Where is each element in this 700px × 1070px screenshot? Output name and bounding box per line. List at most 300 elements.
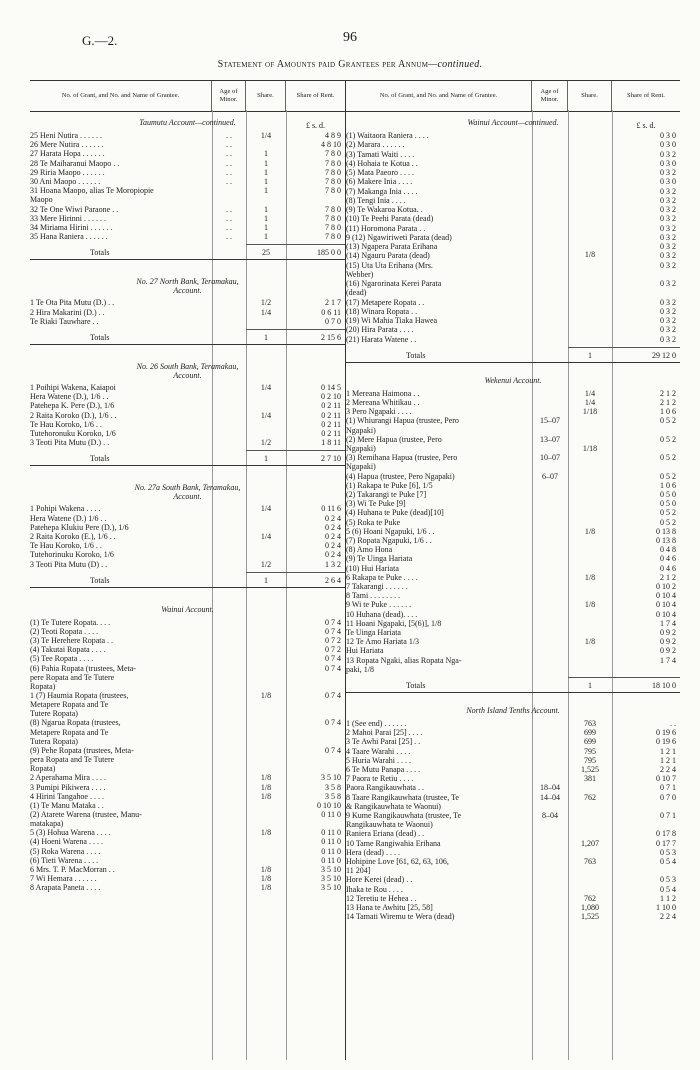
rent-value: 0 3 2 — [660, 168, 676, 177]
header-share: Share. — [246, 81, 286, 111]
grantee-name: Tutere Ropata) — [30, 709, 78, 719]
left-header — [30, 80, 345, 112]
share-value: 1/4 — [260, 307, 272, 317]
rent-value: 4 8 9 — [325, 131, 341, 140]
table-row — [30, 773, 345, 782]
table-row — [346, 783, 680, 792]
share-value: 1/8 — [260, 791, 272, 801]
rent-value: 0 4 6 — [660, 563, 676, 573]
rent-value: 0 7 4 — [325, 617, 341, 627]
table-row — [346, 793, 680, 802]
rent-value: 0 5 4 — [660, 884, 676, 894]
lsd-label: £ s. d. — [305, 121, 326, 130]
grantee-name: 11 Hoani Ngapaki, [5(6)], 1/8 — [346, 618, 442, 628]
table-row — [346, 646, 680, 655]
grantee-name: 2 Hira Makarini (D.) . . — [30, 307, 105, 317]
table-row — [346, 205, 680, 214]
table-row — [30, 654, 345, 663]
grantee-name: 6 Te Mutu Panapa . . . . — [346, 764, 421, 774]
table-row — [30, 709, 345, 718]
rent-value: 0 5 2 — [660, 517, 676, 527]
rent-value: 0 7 4 — [325, 691, 341, 700]
grantee-name: 8 Arapata Paneta . . . . — [30, 883, 101, 893]
grantee-name: paki, 1/8 — [346, 664, 374, 674]
minor-age: . . — [226, 158, 232, 168]
rent-value: 0 3 2 — [660, 316, 676, 325]
table-row — [346, 131, 680, 140]
table-row — [346, 894, 680, 903]
table-row — [346, 472, 680, 481]
grantee-name: 29 Riria Maopo . . . . . . — [30, 167, 105, 177]
grantee-name: Ropata) — [30, 681, 56, 691]
table-row — [346, 426, 680, 435]
statement-title — [0, 59, 700, 70]
rent-value: 0 3 2 — [660, 242, 676, 251]
grantee-name: Ihaka te Rou . . . . — [346, 884, 403, 894]
table-row — [30, 532, 345, 541]
totals-share: 1 — [264, 454, 268, 464]
section-heading: No. 27 North Bank, Teramakau, — [136, 277, 239, 287]
share-value: 699 — [584, 737, 596, 747]
section-heading: No. 26 South Bank, Teramakau, — [136, 362, 239, 371]
grantee-name: 27 Harata Hopa . . . . . . — [30, 149, 105, 159]
table-row — [346, 582, 680, 591]
page-number: 96 — [343, 30, 357, 45]
rent-value: 1 2 1 — [660, 746, 676, 756]
rent-value: 0 9 2 — [660, 627, 676, 637]
grantee-name: (4) Takutai Ropata . . . . — [30, 645, 106, 655]
rent-value: 7 8 0 — [325, 223, 341, 232]
grantee-name: 33 Mere Hirinni . . . . . . — [30, 213, 106, 223]
table-row — [30, 438, 345, 447]
table-row — [346, 407, 680, 416]
rent-value: 0 3 2 — [660, 232, 676, 242]
grantee-name: (14) Ngauru Parata (dead) — [346, 251, 430, 261]
share-value: 1/4 — [260, 532, 272, 541]
grantee-name: 1 Pohipi Wakena . . . . — [30, 504, 101, 514]
table-row — [346, 637, 680, 646]
minor-age: 18–04 — [540, 783, 560, 793]
grantee-name: Te Hau Koroko, 1/6 . . — [30, 419, 102, 429]
table-row — [346, 774, 680, 783]
rent-value: 0 2 4 — [325, 541, 341, 551]
rent-value: 0 2 11 — [321, 419, 341, 429]
lsd-label: £ s. d. — [636, 121, 656, 130]
rent-value: 0 9 2 — [660, 646, 676, 656]
table-row — [30, 627, 345, 636]
section-heading-sub: Account. — [173, 371, 202, 380]
minor-age: . . — [226, 177, 232, 186]
table-row — [346, 150, 680, 159]
grantee-name: (5) Tee Ropata . . . . — [30, 654, 94, 664]
totals-share: 1 — [264, 575, 268, 585]
grantee-name: 8 Tami . . . . . . . . — [346, 591, 401, 601]
table-row — [346, 159, 680, 168]
table-row — [30, 764, 345, 773]
rent-value: 0 6 11 — [321, 307, 341, 317]
grantee-name: & Rangikauwhata te Waonui) — [346, 801, 441, 811]
rent-value: 0 10 2 — [656, 581, 676, 591]
minor-age: . . — [226, 131, 232, 140]
share-value: 1/4 — [260, 504, 272, 514]
grantee-name: (7) Ropata Ngapuki, 1/6 . . — [346, 535, 432, 545]
grantee-name: (6) Tieti Warena . . . . — [30, 855, 99, 865]
table-row — [346, 857, 680, 866]
rent-value: 0 3 2 — [660, 149, 676, 159]
grantee-name: 5 (3) Hohua Warena . . . . — [30, 828, 111, 838]
totals-share: 1 — [588, 680, 592, 690]
table-row — [346, 518, 680, 527]
rent-value: 3 5 8 — [325, 782, 341, 792]
grantee-name: 3 Teoti Pita Mutu (D) . . — [30, 559, 108, 569]
grantee-name: (3) Wi Te Puke [9] — [346, 499, 406, 509]
rent-value: 4 8 10 — [321, 140, 341, 150]
grantee-name: 3 Teoti Pita Mutu (D.) . . — [30, 438, 110, 448]
minor-age: 14–04 — [540, 792, 560, 802]
rent-value: 0 14 5 — [321, 383, 341, 392]
grantee-name: (10) Te Peehi Parata (dead) — [346, 214, 434, 224]
section-heading-sub: Account. — [173, 492, 202, 502]
table-row — [346, 564, 680, 573]
rent-value: 0 11 6 — [321, 504, 341, 514]
rent-value: 0 2 4 — [325, 532, 341, 541]
rent-value: 0 11 0 — [321, 855, 341, 865]
rent-value: 7 8 0 — [325, 204, 341, 214]
share-value: 1/4 — [260, 131, 272, 140]
table-row — [30, 618, 345, 627]
grantee-name: 3 Pumipi Pikiwera . . . . — [30, 782, 106, 792]
minor-age: 8–04 — [542, 810, 558, 820]
rent-value: 0 2 11 — [321, 429, 341, 438]
share-value: 1/2 — [260, 559, 272, 569]
grantee-name: 28 Te Maiharanui Maopo . . — [30, 158, 120, 168]
table-row — [30, 718, 345, 727]
section-heading: No. 27a South Bank, Teramakau, — [134, 483, 241, 493]
share-value: 1/8 — [260, 883, 272, 893]
rent-value: 0 7 4 — [325, 718, 341, 728]
table-row — [30, 755, 345, 764]
grantee-name: 2 Raita Koroko (D.), 1/6 . . — [30, 410, 117, 420]
rent-value: 0 7 2 — [325, 645, 341, 655]
share-value: 795 — [584, 755, 596, 765]
table-row — [30, 847, 345, 856]
grantee-name: 5 Huria Warahi . . . . — [346, 755, 411, 765]
totals-row — [346, 351, 680, 360]
table-row — [30, 420, 345, 429]
grantee-name: Webber) — [346, 269, 374, 279]
grantee-name: 13 Hana te Awhitu [25, 58] — [346, 902, 433, 912]
grantee-name: (dead) — [346, 288, 367, 298]
rule — [246, 450, 345, 451]
grantee-name: (3) Te Herehere Ropata . . — [30, 636, 114, 646]
table-row — [30, 746, 345, 755]
rent-value: 7 8 0 — [325, 177, 341, 186]
section-heading: Wainui Account. — [161, 604, 214, 614]
rent-value: 0 5 3 — [660, 847, 676, 857]
totals-rent: 2 7 10 — [321, 454, 341, 464]
table-row — [30, 883, 345, 892]
grantee-name: 31 Hoana Maopo, alias Te Moropiopie — [30, 186, 154, 196]
grantee-name: 13 Ropata Ngaki, alias Ropata Nga- — [346, 655, 462, 665]
totals-row — [346, 681, 680, 690]
table-row — [346, 325, 680, 334]
rent-value: 0 5 2 — [660, 453, 676, 463]
rent-value: 3 5 10 — [321, 883, 341, 893]
grantee-name: 2 Mereana Whitikau . . — [346, 397, 420, 407]
grantee-name: 9 Wi te Puke . . . . . . — [346, 600, 412, 610]
rent-value: 0 10 4 — [656, 600, 676, 610]
table-row — [30, 195, 345, 204]
rule — [568, 347, 680, 348]
share-value: 1/4 — [584, 397, 596, 407]
share-value: 763 — [584, 718, 596, 728]
table-row — [30, 636, 345, 645]
grantee-name: (7) Makanga Inia . . . . — [346, 186, 418, 196]
totals-label: Totals — [406, 680, 426, 690]
grantee-name: 10 Tame Rangiwahia Erihana — [346, 838, 441, 848]
table-row — [346, 527, 680, 536]
table-row — [346, 829, 680, 838]
rent-value: 0 3 2 — [660, 223, 676, 233]
grantee-name: (1) Te Manu Mataka . . — [30, 800, 104, 810]
table-row — [346, 298, 680, 307]
table-row — [346, 508, 680, 517]
grantee-name: (1) Te Tutere Ropata. . . . — [30, 617, 111, 627]
table-row — [30, 205, 345, 214]
rent-value: 0 19 6 — [656, 728, 676, 738]
grantee-name: 5 (6) Hoani Ngapuki, 1/6 . . — [346, 526, 435, 536]
grantee-name: 1 Mereana Haimona . . — [346, 388, 420, 398]
table-row — [30, 810, 345, 819]
grantee-name: Te Uinga Hariata — [346, 627, 401, 637]
rule — [568, 677, 680, 678]
grantee-name: Maopo — [30, 195, 53, 205]
rent-value: 1 8 11 — [321, 438, 341, 448]
table-row — [346, 820, 680, 829]
grantee-name: 30 Ani Maopo . . . . . . — [30, 177, 101, 186]
share-value: 1/8 — [260, 864, 272, 874]
grantee-name: (5) Roka te Puke — [346, 517, 400, 527]
grantee-name: (4) Hohaia te Kotua . . — [346, 158, 418, 168]
table-row — [30, 514, 345, 523]
share-value: 1/18 — [582, 407, 598, 417]
rent-value: 0 7 4 — [325, 654, 341, 664]
share-value: 1,080 — [581, 902, 599, 912]
rent-value: 0 3 2 — [660, 251, 676, 261]
rent-value: 0 7 0 — [660, 792, 676, 802]
rent-value: 0 7 1 — [660, 783, 676, 793]
grantee-name: 26 Mere Nutira . . . . . . — [30, 140, 104, 150]
grantee-name: Metapere Ropata and Te — [30, 700, 109, 710]
header-age-r: Age of Minor. — [532, 81, 568, 111]
rent-value: 0 5 2 — [660, 416, 676, 426]
rule — [246, 572, 345, 573]
grantee-name: 1 (See end) . . . . . . — [346, 718, 407, 728]
rent-value: 0 11 0 — [321, 828, 341, 838]
rent-value: 1 3 2 — [325, 559, 341, 569]
rent-value: 0 3 0 — [660, 140, 676, 150]
rule — [30, 465, 345, 466]
share-value: 1/4 — [260, 383, 272, 392]
rent-value: 1 7 4 — [660, 655, 676, 665]
grantee-name: (9) Te Wakaroa Kotua. . — [346, 205, 423, 214]
grantee-name: (3) Remihana Hapua (trustee, Pero — [346, 453, 458, 463]
table-row — [30, 645, 345, 654]
table-row — [346, 233, 680, 242]
table-row — [30, 308, 345, 317]
rent-value: 3 5 10 — [321, 773, 341, 783]
table-row — [30, 504, 345, 513]
table-row — [30, 837, 345, 846]
grantee-name: 12 Te Amo Hariata 1/3 — [346, 637, 420, 647]
table-row — [30, 401, 345, 410]
table-row — [30, 700, 345, 709]
share-value: 1/8 — [260, 691, 272, 700]
share-value: 1 — [264, 177, 268, 186]
totals-row — [30, 248, 345, 257]
rent-value: 0 3 0 — [660, 131, 676, 140]
grantee-name: 2 Raita Koroko (E.), 1/6 . . — [30, 532, 116, 541]
grantee-name: (5) Roka Warena . . . . — [30, 846, 101, 856]
rent-value: 0 3 2 — [660, 306, 676, 316]
rent-value: 0 19 6 — [656, 737, 676, 747]
rent-value: 0 7 1 — [660, 810, 676, 820]
rent-value: 0 3 2 — [660, 334, 676, 344]
grantee-name: Hera Watene (D.), 1/6 . . — [30, 392, 109, 402]
header-grant: No. of Grant, and No. and Name of Grantee. — [30, 81, 212, 111]
left-column — [30, 110, 345, 1060]
share-value: 1 — [264, 223, 268, 232]
rent-value: 0 10 4 — [656, 609, 676, 619]
share-value: 381 — [584, 774, 596, 784]
table-row — [30, 865, 345, 874]
grantee-name: Rangikauwhata te Waonui) — [346, 820, 433, 830]
totals-share: 1 — [588, 350, 592, 360]
grantee-name: (4) Hoeni Warena . . . . — [30, 837, 103, 847]
share-value: 1 — [264, 149, 268, 159]
grantee-name: (8) Tengi Inia . . . . — [346, 195, 406, 205]
grantee-name: (17) Metapere Ropata . . — [346, 297, 425, 307]
rent-value: 0 10 7 — [656, 774, 676, 784]
rent-value: 3 5 8 — [325, 791, 341, 801]
table-row — [346, 462, 680, 471]
table-row — [346, 214, 680, 223]
minor-age: . . — [226, 213, 232, 223]
grantee-name: (9) Pehe Ropata (trustees, Meta- — [30, 745, 134, 755]
rent-value: 0 3 0 — [660, 158, 676, 168]
share-value: 1 — [264, 232, 268, 242]
share-value: 762 — [584, 893, 596, 903]
table-row — [30, 429, 345, 438]
grantee-name: 4 Taare Warahi . . . . — [346, 746, 411, 756]
table-row — [346, 444, 680, 453]
table-row — [346, 490, 680, 499]
table-row — [30, 383, 345, 392]
totals-share: 25 — [262, 248, 270, 258]
table-row — [346, 435, 680, 444]
table-row — [30, 664, 345, 673]
rent-value: 0 3 2 — [660, 205, 676, 214]
grantee-name: (10) Hui Hariata — [346, 563, 399, 573]
share-value: 795 — [584, 746, 596, 756]
rent-value: 0 5 2 — [660, 471, 676, 481]
table-row — [30, 523, 345, 532]
rent-value: 7 8 0 — [325, 186, 341, 196]
grantee-name: (1) Whiurangi Hapua (trustee, Pero — [346, 416, 459, 426]
rent-value: 0 7 2 — [325, 636, 341, 646]
grantee-name: (19) Wi Mahia Tiaka Hawea — [346, 316, 438, 325]
grantee-name: 9 Kume Rangikauwhata (trustee, Te — [346, 810, 462, 820]
rent-value: 0 3 2 — [660, 214, 676, 224]
table-row — [346, 600, 680, 609]
share-value: 1/8 — [260, 874, 272, 883]
table-row — [346, 665, 680, 674]
rent-value: 0 9 2 — [660, 637, 676, 647]
totals-rent: 2 15 6 — [321, 333, 341, 342]
rent-value: 1 0 6 — [660, 407, 676, 417]
table-row — [30, 177, 345, 186]
table-row — [30, 673, 345, 682]
grantee-name: 34 Miriama Hirini . . . . . . — [30, 223, 113, 232]
grantee-name: 35 Hana Raniera . . . . . . — [30, 232, 108, 242]
rent-value: 0 2 4 — [325, 522, 341, 532]
rent-value: 0 3 2 — [660, 186, 676, 196]
rent-value: 0 2 11 — [321, 401, 341, 411]
totals-row — [30, 454, 345, 463]
rent-value: 0 10 10 — [317, 800, 341, 810]
grantee-name: (20) Hira Parata . . . . — [346, 325, 414, 335]
rent-value: 7 8 0 — [325, 167, 341, 177]
share-value: 1 — [264, 167, 268, 177]
rent-value: 0 17 8 — [656, 829, 676, 839]
rent-value: 7 8 0 — [325, 213, 341, 223]
table-row — [30, 317, 345, 326]
grantee-name: (2) Mere Hapua (trustee, Pero — [346, 434, 442, 444]
grantee-name: 3 Te Awhi Parai [25] . . — [346, 737, 421, 747]
share-value: 1 — [264, 158, 268, 168]
rent-value: 0 13 8 — [656, 535, 676, 545]
table-row — [346, 912, 680, 921]
section-heading-sub: Account. — [173, 286, 202, 296]
share-value: 763 — [584, 856, 596, 866]
share-value: 1,207 — [581, 838, 599, 848]
rent-value: . . — [670, 718, 676, 728]
table-row — [346, 389, 680, 398]
table-row — [346, 224, 680, 233]
grantee-name: Hera (dead) . . . . — [346, 847, 400, 857]
page-id: G.—2. — [82, 33, 118, 48]
rent-value: 0 2 11 — [321, 410, 341, 420]
rule — [246, 329, 345, 330]
share-value: 699 — [584, 728, 596, 738]
totals-rent: 18 10 0 — [652, 680, 676, 690]
grantee-name: 7 Wi Hemara . . . . . . — [30, 874, 97, 883]
minor-age: 10–07 — [540, 453, 560, 463]
rent-value: 0 5 2 — [660, 434, 676, 444]
totals-rent: 2 6 4 — [325, 575, 341, 585]
grantee-name: Hera Watene (D.) 1/6 . . — [30, 513, 107, 523]
grantee-name: 14 Tamati Wiremu te Wera (dead) — [346, 912, 455, 922]
header-grant-r: No. of Grant, and No. and Name of Grantee. — [346, 81, 532, 111]
minor-age: . . — [226, 140, 232, 150]
table-row — [30, 819, 345, 828]
grantee-name: (3) Tamati Waiti . . . . — [346, 149, 415, 159]
share-value: 1/8 — [584, 600, 596, 610]
table-row — [346, 288, 680, 297]
share-value: 1/8 — [584, 637, 596, 647]
section-heading: Wekenui Account. — [484, 375, 542, 385]
grantee-name: Raniera Eriana (dead) . . — [346, 829, 425, 839]
